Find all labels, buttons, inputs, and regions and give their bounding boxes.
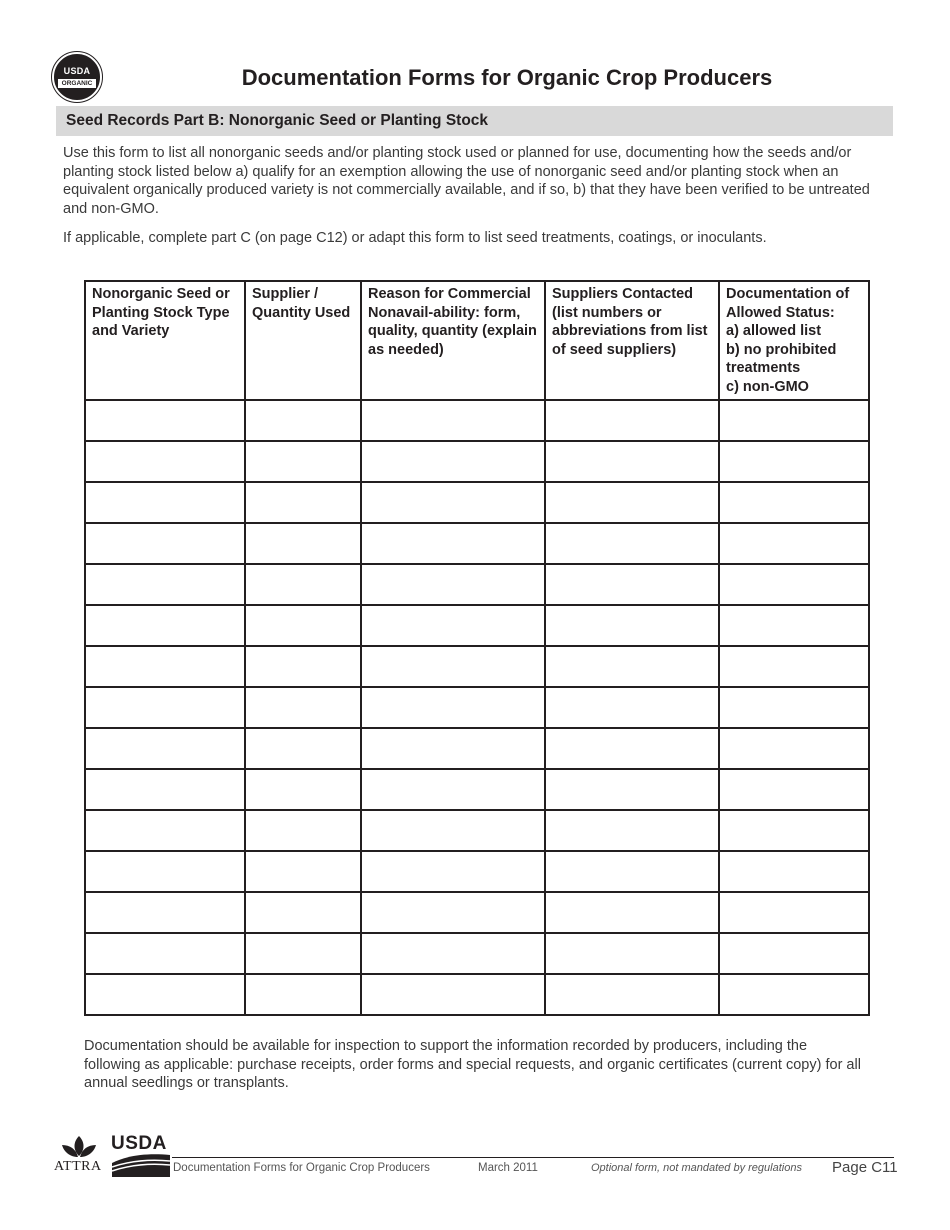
table-cell[interactable] bbox=[85, 933, 245, 974]
table-row bbox=[85, 605, 869, 646]
table-cell[interactable] bbox=[85, 810, 245, 851]
table-cell[interactable] bbox=[719, 482, 869, 523]
table-cell[interactable] bbox=[361, 892, 545, 933]
table-cell[interactable] bbox=[85, 523, 245, 564]
table-row bbox=[85, 523, 869, 564]
seed-records-table bbox=[84, 280, 870, 1016]
table-row bbox=[85, 974, 869, 1015]
table-cell[interactable] bbox=[361, 769, 545, 810]
table-row bbox=[85, 687, 869, 728]
table-cell[interactable] bbox=[85, 564, 245, 605]
table-row bbox=[85, 400, 869, 441]
table-cell[interactable] bbox=[245, 974, 361, 1015]
table-cell[interactable] bbox=[85, 400, 245, 441]
table-cell[interactable] bbox=[719, 687, 869, 728]
table-cell[interactable] bbox=[361, 687, 545, 728]
table-cell[interactable] bbox=[361, 810, 545, 851]
table-cell[interactable] bbox=[545, 687, 719, 728]
table-cell[interactable] bbox=[545, 769, 719, 810]
table-cell[interactable] bbox=[85, 441, 245, 482]
table-cell[interactable] bbox=[545, 523, 719, 564]
documentation-note: Documentation should be available for inspection to support the information recorded by producers, including the following as applicable: purchase receipts, order forms and special requests, and organic certificates (current copy) for all annual seedlings or transplants. bbox=[84, 1038, 861, 1091]
table-cell[interactable] bbox=[719, 810, 869, 851]
section-header bbox=[56, 106, 893, 136]
seal-top-text: USDA bbox=[63, 66, 91, 76]
table-cell[interactable] bbox=[545, 851, 719, 892]
table-cell[interactable] bbox=[245, 769, 361, 810]
table-cell[interactable] bbox=[719, 851, 869, 892]
table-cell[interactable] bbox=[361, 441, 545, 482]
table-cell[interactable] bbox=[85, 851, 245, 892]
footer-divider bbox=[172, 1157, 894, 1158]
table-cell[interactable] bbox=[361, 482, 545, 523]
table-cell[interactable] bbox=[719, 441, 869, 482]
table-cell[interactable] bbox=[719, 892, 869, 933]
table-row bbox=[85, 482, 869, 523]
table-cell[interactable] bbox=[245, 933, 361, 974]
col-allowed-status: Documentation of Allowed Status: a) allowed list b) no prohibited treatments c) non-GMO bbox=[719, 281, 869, 400]
table-cell[interactable] bbox=[545, 810, 719, 851]
table-cell[interactable] bbox=[545, 441, 719, 482]
attra-logo-text: ATTRA bbox=[54, 1159, 102, 1174]
table-cell[interactable] bbox=[545, 646, 719, 687]
footer-date: March 2011 bbox=[478, 1162, 538, 1174]
table-cell[interactable] bbox=[245, 400, 361, 441]
table-cell[interactable] bbox=[719, 769, 869, 810]
table-cell[interactable] bbox=[719, 974, 869, 1015]
intro-paragraph: Use this form to list all nonorganic seeds and/or planting stock used or planned for use, documenting how the seeds and/or planting stock listed below a) qualify for an exemption allowing the use of nonorganic seed and/or planting stock when an equivalent organically produced variety is not commercially available, and if so, b) that they have been verified to be untreated and non-GMO. bbox=[63, 145, 870, 217]
table-row bbox=[85, 810, 869, 851]
table-cell[interactable] bbox=[245, 687, 361, 728]
table-cell[interactable] bbox=[361, 646, 545, 687]
page-number: Page C11 bbox=[832, 1159, 898, 1176]
table-cell[interactable] bbox=[245, 605, 361, 646]
table-cell[interactable] bbox=[361, 933, 545, 974]
table-cell[interactable] bbox=[719, 564, 869, 605]
table-cell[interactable] bbox=[545, 933, 719, 974]
table-cell[interactable] bbox=[719, 605, 869, 646]
table-cell[interactable] bbox=[719, 728, 869, 769]
table-cell[interactable] bbox=[85, 605, 245, 646]
table-cell[interactable] bbox=[545, 974, 719, 1015]
table-row bbox=[85, 441, 869, 482]
table-row bbox=[85, 646, 869, 687]
table-body bbox=[85, 400, 869, 1015]
table-cell[interactable] bbox=[245, 523, 361, 564]
table-cell[interactable] bbox=[719, 646, 869, 687]
table-row bbox=[85, 933, 869, 974]
table-cell[interactable] bbox=[545, 728, 719, 769]
table-cell[interactable] bbox=[545, 605, 719, 646]
table-cell[interactable] bbox=[545, 892, 719, 933]
instructions-note: If applicable, complete part C (on page C12) or adapt this form to list seed treatments, coatings, or inoculants. bbox=[63, 230, 767, 246]
table-cell[interactable] bbox=[245, 441, 361, 482]
table-cell[interactable] bbox=[545, 482, 719, 523]
table-cell[interactable] bbox=[85, 482, 245, 523]
page-title: Documentation Forms for Organic Crop Producers bbox=[241, 65, 773, 90]
section-title: Seed Records Part B: Nonorganic Seed or Planting Stock bbox=[66, 112, 489, 129]
footer-optional-note: Optional form, not mandated by regulations bbox=[591, 1162, 802, 1174]
col-seed-variety: Nonorganic Seed or Planting Stock Type and Variety bbox=[85, 281, 245, 400]
footer-title: Documentation Forms for Organic Crop Producers bbox=[173, 1162, 430, 1174]
table-cell[interactable] bbox=[245, 851, 361, 892]
usda-logo-text: USDA bbox=[111, 1133, 167, 1154]
table-cell[interactable] bbox=[361, 851, 545, 892]
col-supplier-quantity: Supplier / Quantity Used bbox=[245, 281, 361, 400]
table-cell[interactable] bbox=[85, 687, 245, 728]
table-cell[interactable] bbox=[85, 646, 245, 687]
table-cell[interactable] bbox=[361, 728, 545, 769]
col-suppliers-contacted: Suppliers Contacted (list numbers or abbreviations from list of seed suppliers) bbox=[545, 281, 719, 400]
table-cell[interactable] bbox=[85, 728, 245, 769]
table-cell[interactable] bbox=[545, 400, 719, 441]
table-cell[interactable] bbox=[85, 974, 245, 1015]
table-cell[interactable] bbox=[85, 769, 245, 810]
seal-bottom-text: ORGANIC bbox=[61, 80, 93, 87]
table-row bbox=[85, 564, 869, 605]
table-row bbox=[85, 728, 869, 769]
table-cell[interactable] bbox=[361, 400, 545, 441]
table-cell[interactable] bbox=[245, 728, 361, 769]
table-cell[interactable] bbox=[361, 564, 545, 605]
table-cell[interactable] bbox=[719, 933, 869, 974]
usda-organic-seal bbox=[52, 52, 102, 102]
table-cell[interactable] bbox=[85, 892, 245, 933]
table-cell[interactable] bbox=[545, 564, 719, 605]
table-row bbox=[85, 769, 869, 810]
table-cell[interactable] bbox=[245, 646, 361, 687]
table-cell[interactable] bbox=[361, 523, 545, 564]
table-row bbox=[85, 851, 869, 892]
table-cell[interactable] bbox=[361, 974, 545, 1015]
table-cell[interactable] bbox=[245, 810, 361, 851]
table-cell[interactable] bbox=[719, 400, 869, 441]
table-cell[interactable] bbox=[245, 482, 361, 523]
col-reason-nonavailability: Reason for Commercial Nonavail-ability: form, quality, quantity (explain as needed) bbox=[361, 281, 545, 400]
table-header-row bbox=[85, 281, 869, 400]
table-cell[interactable] bbox=[361, 605, 545, 646]
table-cell[interactable] bbox=[245, 892, 361, 933]
table-cell[interactable] bbox=[245, 564, 361, 605]
table-row bbox=[85, 892, 869, 933]
table-cell[interactable] bbox=[719, 523, 869, 564]
